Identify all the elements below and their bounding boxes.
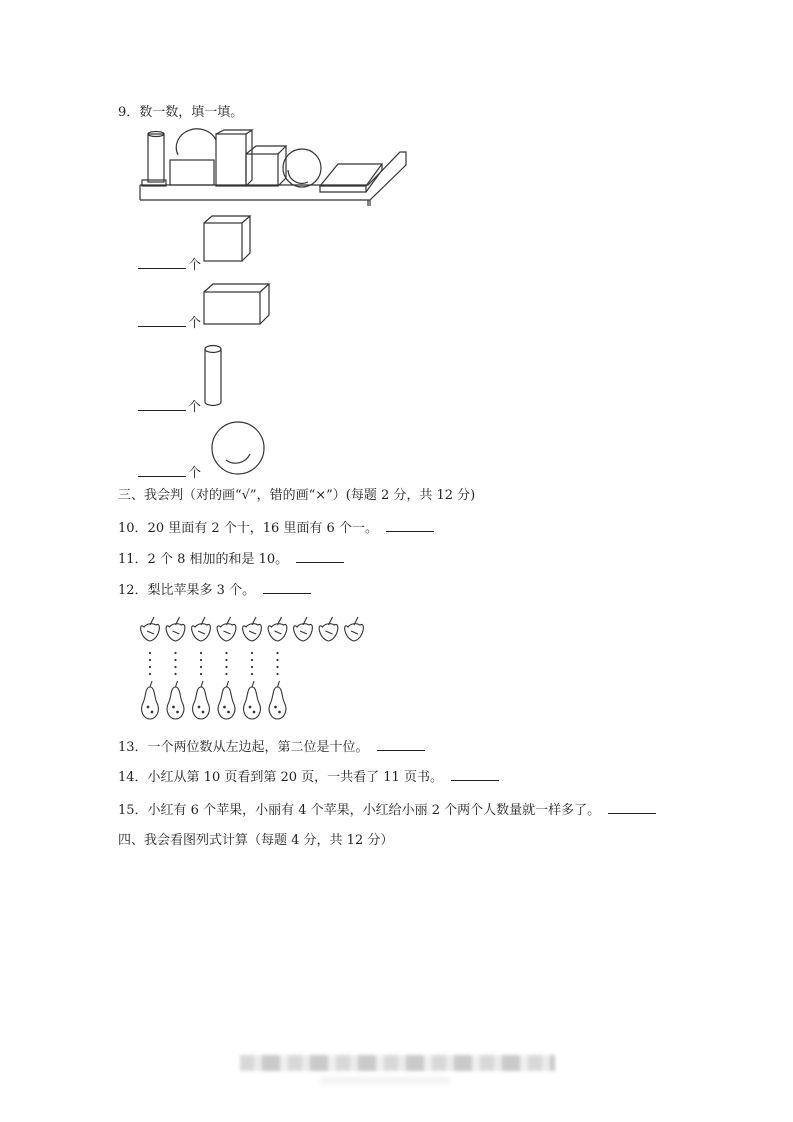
q10-text: 10．20 里面有 2 个十，16 里面有 6 个一。 [118,521,378,536]
q11 [118,550,344,569]
apple-icon [345,617,364,641]
unit-label: 个 [188,400,202,415]
section3-title: 三、我会判（对的画“√”，错的画“×”）(每题 2 分，共 12 分) [118,488,476,503]
answer-blank-q11[interactable] [296,550,344,563]
q9-row-cuboid [138,312,201,331]
answer-blank-cylinder[interactable] [138,398,186,411]
fruit-figure [138,615,378,725]
blocks-figure [138,130,410,210]
q11-text: 11．2 个 8 相加的和是 10。 [118,552,289,567]
q13-text: 13．一个两位数从左边起，第二位是十位。 [118,740,369,755]
cube-icon [203,215,251,263]
answer-blank-cube[interactable] [138,256,186,269]
q15-text: 15．小红有 6 个苹果，小丽有 4 个苹果，小红给小丽 2 个两个人数量就一样多了。 [118,803,601,818]
q14-text: 14．小红从第 10 页看到第 20 页，一共看了 11 页书。 [118,770,443,785]
apple-icon [243,617,262,641]
dotted-link [200,652,202,675]
q12-text: 12．梨比苹果多 3 个。 [118,583,256,598]
pear-icon [244,681,261,719]
footer-watermark [240,1055,555,1071]
answer-blank-q15[interactable] [608,801,656,814]
answer-blank-q10[interactable] [386,519,434,532]
answer-blank-q12[interactable] [263,581,311,594]
pear-icon [193,681,210,719]
answer-blank-cuboid[interactable] [138,314,186,327]
apple-icon [141,617,160,641]
q9-row-cube [138,254,201,273]
apple-icon [268,617,287,641]
q10 [118,519,434,538]
dotted-link [276,652,278,675]
sphere-icon [210,420,266,476]
q9-title: 9．数一数，填一填。 [118,105,244,120]
unit-label: 个 [188,258,202,273]
answer-blank-sphere[interactable] [138,464,186,477]
q9-row-sphere [138,462,201,481]
unit-label: 个 [188,316,202,331]
q9-row-cylinder [138,396,201,415]
pear-icon [269,681,286,719]
apple-icon [294,617,313,641]
unit-label: 个 [188,466,202,481]
q13 [118,738,425,757]
q15 [118,801,656,820]
answer-blank-q14[interactable] [451,768,499,781]
answer-blank-q13[interactable] [377,738,425,751]
pear-icon [167,681,184,719]
cylinder-icon [203,344,223,408]
dotted-link [174,652,176,675]
apple-icon [192,617,211,641]
q12 [118,581,311,600]
apple-icon [166,617,185,641]
apple-icon [319,617,338,641]
apple-icon [217,617,236,641]
cuboid-icon [203,283,271,325]
section4-title: 四、我会看图列式计算（每题 4 分，共 12 分） [118,833,394,848]
dotted-link [251,652,253,675]
q14 [118,768,499,787]
dotted-link [149,652,151,675]
pear-icon [142,681,159,719]
pear-icon [218,681,235,719]
dotted-link [225,652,227,675]
footer-watermark-sub [320,1077,450,1084]
